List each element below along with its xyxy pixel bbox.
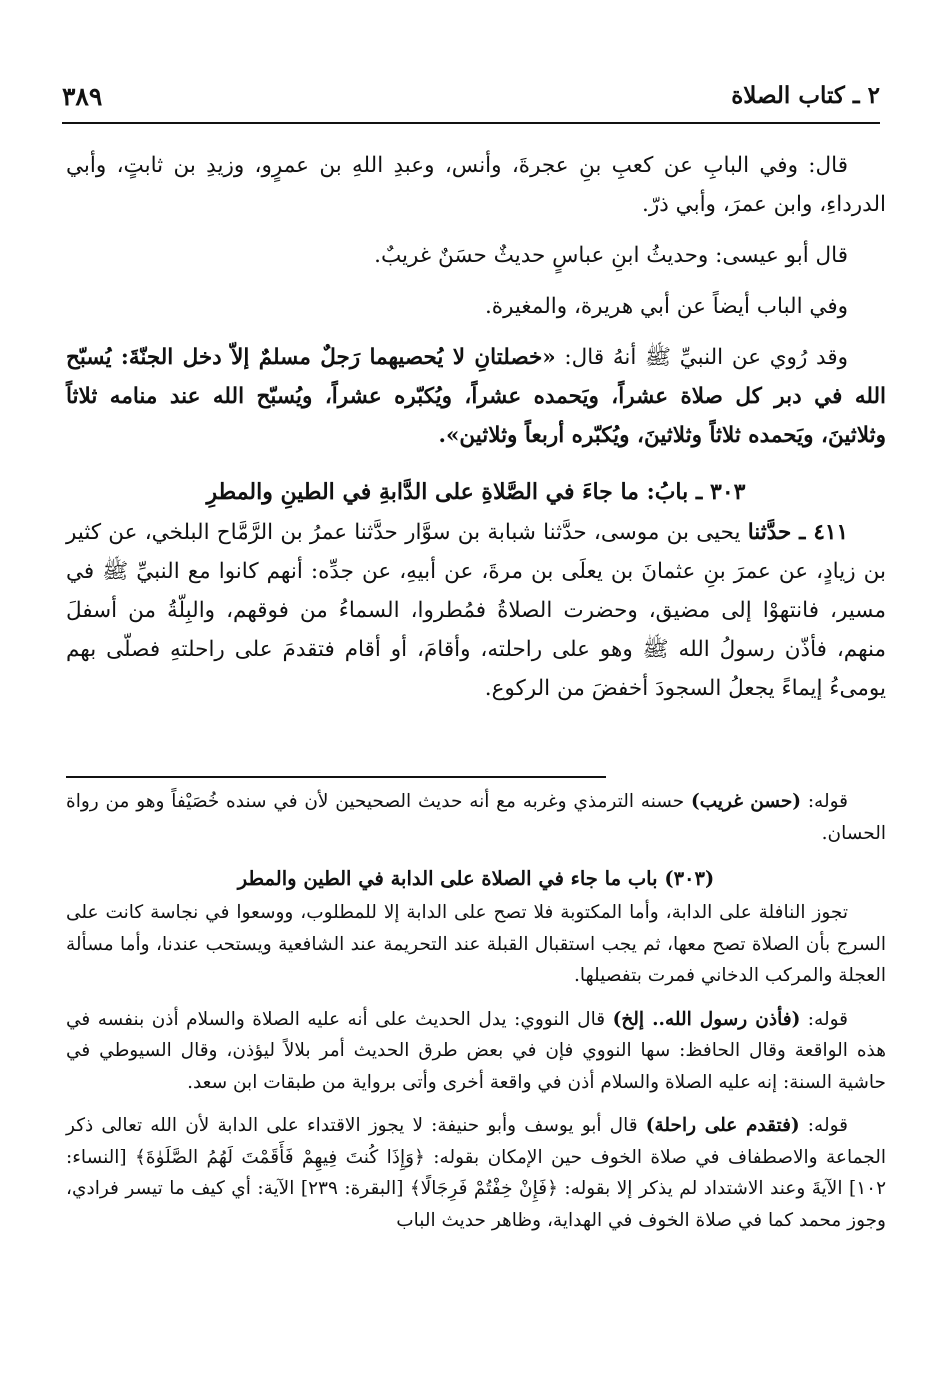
note-text: حسنه الترمذي وغربه مع أنه حديث الصحيحين لأن في سنده خُصَيْفاً وهو من رواة الحسان. bbox=[66, 791, 886, 844]
hadith-text: يحيى بن موسى، حدَّثنا شبابة بن سوَّار حدَّثنا عمرُ بن الرَّمَّاح البلخي، عن كثير بن زيادٍ، عن عمرَ بنِ عثمانَ بن يعلَى بن مرةَ، عن أبيهِ، عن جدِّه: أنهم كانوا مع النبيِّ ﷺ في مسير، فانتهوْا إلى مضيق، وحضرت الصلاةُ فمُطروا، السماءُ من فوقهم، والبِلّةُ من أسفلَ منهم، فأذّن رسولُ الله ﷺ وهو على راحلته، وأقامَ، أو أقام فتقدمَ على راحلتهِ فصلّى بهم يومىءُ إيماءً يجعلُ السجودَ أخفضَ من الركوع. bbox=[66, 520, 886, 701]
quote-intro: وقد رُوي عن النبيِّ ﷺ أنهُ قال: bbox=[555, 345, 848, 370]
note-hasan-gharib bbox=[66, 786, 886, 849]
page-header bbox=[62, 78, 880, 128]
note-mount bbox=[66, 1110, 886, 1236]
note-text: قال أبو يوسف وأبو حنيفة: لا يجوز الاقتداء على الدابة لأن الله تعالى ذكر الجماعة والاصطفاف في صلاة الخوف حين الإمكان بقوله: ﴿وَإِذَا كُنتَ فِيهِمْ فَأَقَمْتَ لَهُمُ الصَّلَوٰةَ﴾ [النساء: ١٠٢] الآيةَ وعند الاشتداد لم يذكر إلا بقوله: ﴿فَإِنْ خِفْتُمْ فَرِجَالًا﴾ [البقرة: ٢٣٩] الآية: أي كيف ما تيسر فرادي، وجوز محمد كما في صلاة الخوف في الهداية، وظاهر حديث الباب bbox=[66, 1115, 887, 1231]
paragraph-hadith-411 bbox=[66, 513, 886, 708]
note-nafila: تجوز النافلة على الدابة، وأما المكتوبة فلا تصح على الدابة إلا للمطلوب، ووسعوا في نجاسة كانت على السرج بأن الصلاة تصح معها، ثم يجب استقبال القبلة عند التحريمة عند الشافعية ويستحب عندنا، وأما مسألة العجلة والمركب الدخاني فمرت بتفصيلها. bbox=[66, 902, 886, 986]
commentary-notes bbox=[66, 786, 886, 1236]
note-lead: قوله: bbox=[799, 1115, 848, 1136]
paragraph-prophet-quote bbox=[66, 338, 886, 455]
chapter-heading: ٣٠٣ ـ بابُ: ما جاءَ في الصَّلاةِ على الدَّابةِ في الطينِ والمطرِ bbox=[206, 479, 746, 505]
hadith-number: ٤١١ ـ حدَّثنا bbox=[747, 520, 848, 545]
note-term: (فتقدم على راحلة) bbox=[645, 1115, 800, 1136]
note-adhan bbox=[66, 1004, 886, 1099]
footnote-rule bbox=[66, 776, 606, 778]
quote-text: «خصلتانِ لا يُحصيهما رَجلٌ مسلمٌ إلاّ دخل الجنّةَ: يُسبّح الله في دبر كل صلاة عشراً، ويَحمده عشراً، ويُكبّره عشراً، ويُسبّح الله عند منامه ثلاثاً وثلاثينَ، ويَحمده ثلاثاً وثلاثينَ، ويُكبّره أربعاً وثلاثين». bbox=[66, 345, 886, 448]
paragraph-abu-isa: قال أبو عيسى: وحديثُ ابنِ عباسٍ حديثٌ حسَنٌ غريبٌ. bbox=[374, 243, 848, 268]
note-term: (حسن غريب) bbox=[690, 791, 802, 812]
main-text bbox=[66, 146, 886, 708]
paragraph-also-in-chapter: وفي الباب أيضاً عن أبي هريرة، والمغيرة. bbox=[484, 294, 848, 319]
chapter-title: ٢ ـ كتاب الصلاة bbox=[731, 82, 880, 109]
notes-chapter-heading: (٣٠٣) باب ما جاء في الصلاة على الدابة في الطين والمطر bbox=[237, 867, 715, 890]
note-text: قال النووي: يدل الحديث على أنه عليه الصلاة والسلام أذن بنفسه في هذه الواقعة وقال الحافظ: سها النووي فإن في بعض طرق الحديث أمر بلالاً ليؤذن، وقال السيوطي في حاشية السنة: إنه عليه الصلاة والسلام أذن في واقعة أخرى وأتى برواية من طبقات ابن سعد. bbox=[66, 1008, 886, 1093]
note-lead: قوله: bbox=[800, 1008, 848, 1030]
page-number: ٣٨٩ bbox=[62, 82, 103, 111]
paragraph-narrators: قال: وفي البابِ عن كعبِ بنِ عجرةَ، وأنس، وعبدِ اللهِ بن عمرٍو، وزيدِ بن ثابتٍ، وأبي الدرداءِ، وابن عمرَ، وأبي ذرّ. bbox=[66, 153, 886, 217]
note-lead: قوله: bbox=[801, 791, 849, 812]
header-rule bbox=[62, 122, 880, 124]
note-term: (فأذن رسول الله.. إلخ) bbox=[612, 1008, 801, 1030]
